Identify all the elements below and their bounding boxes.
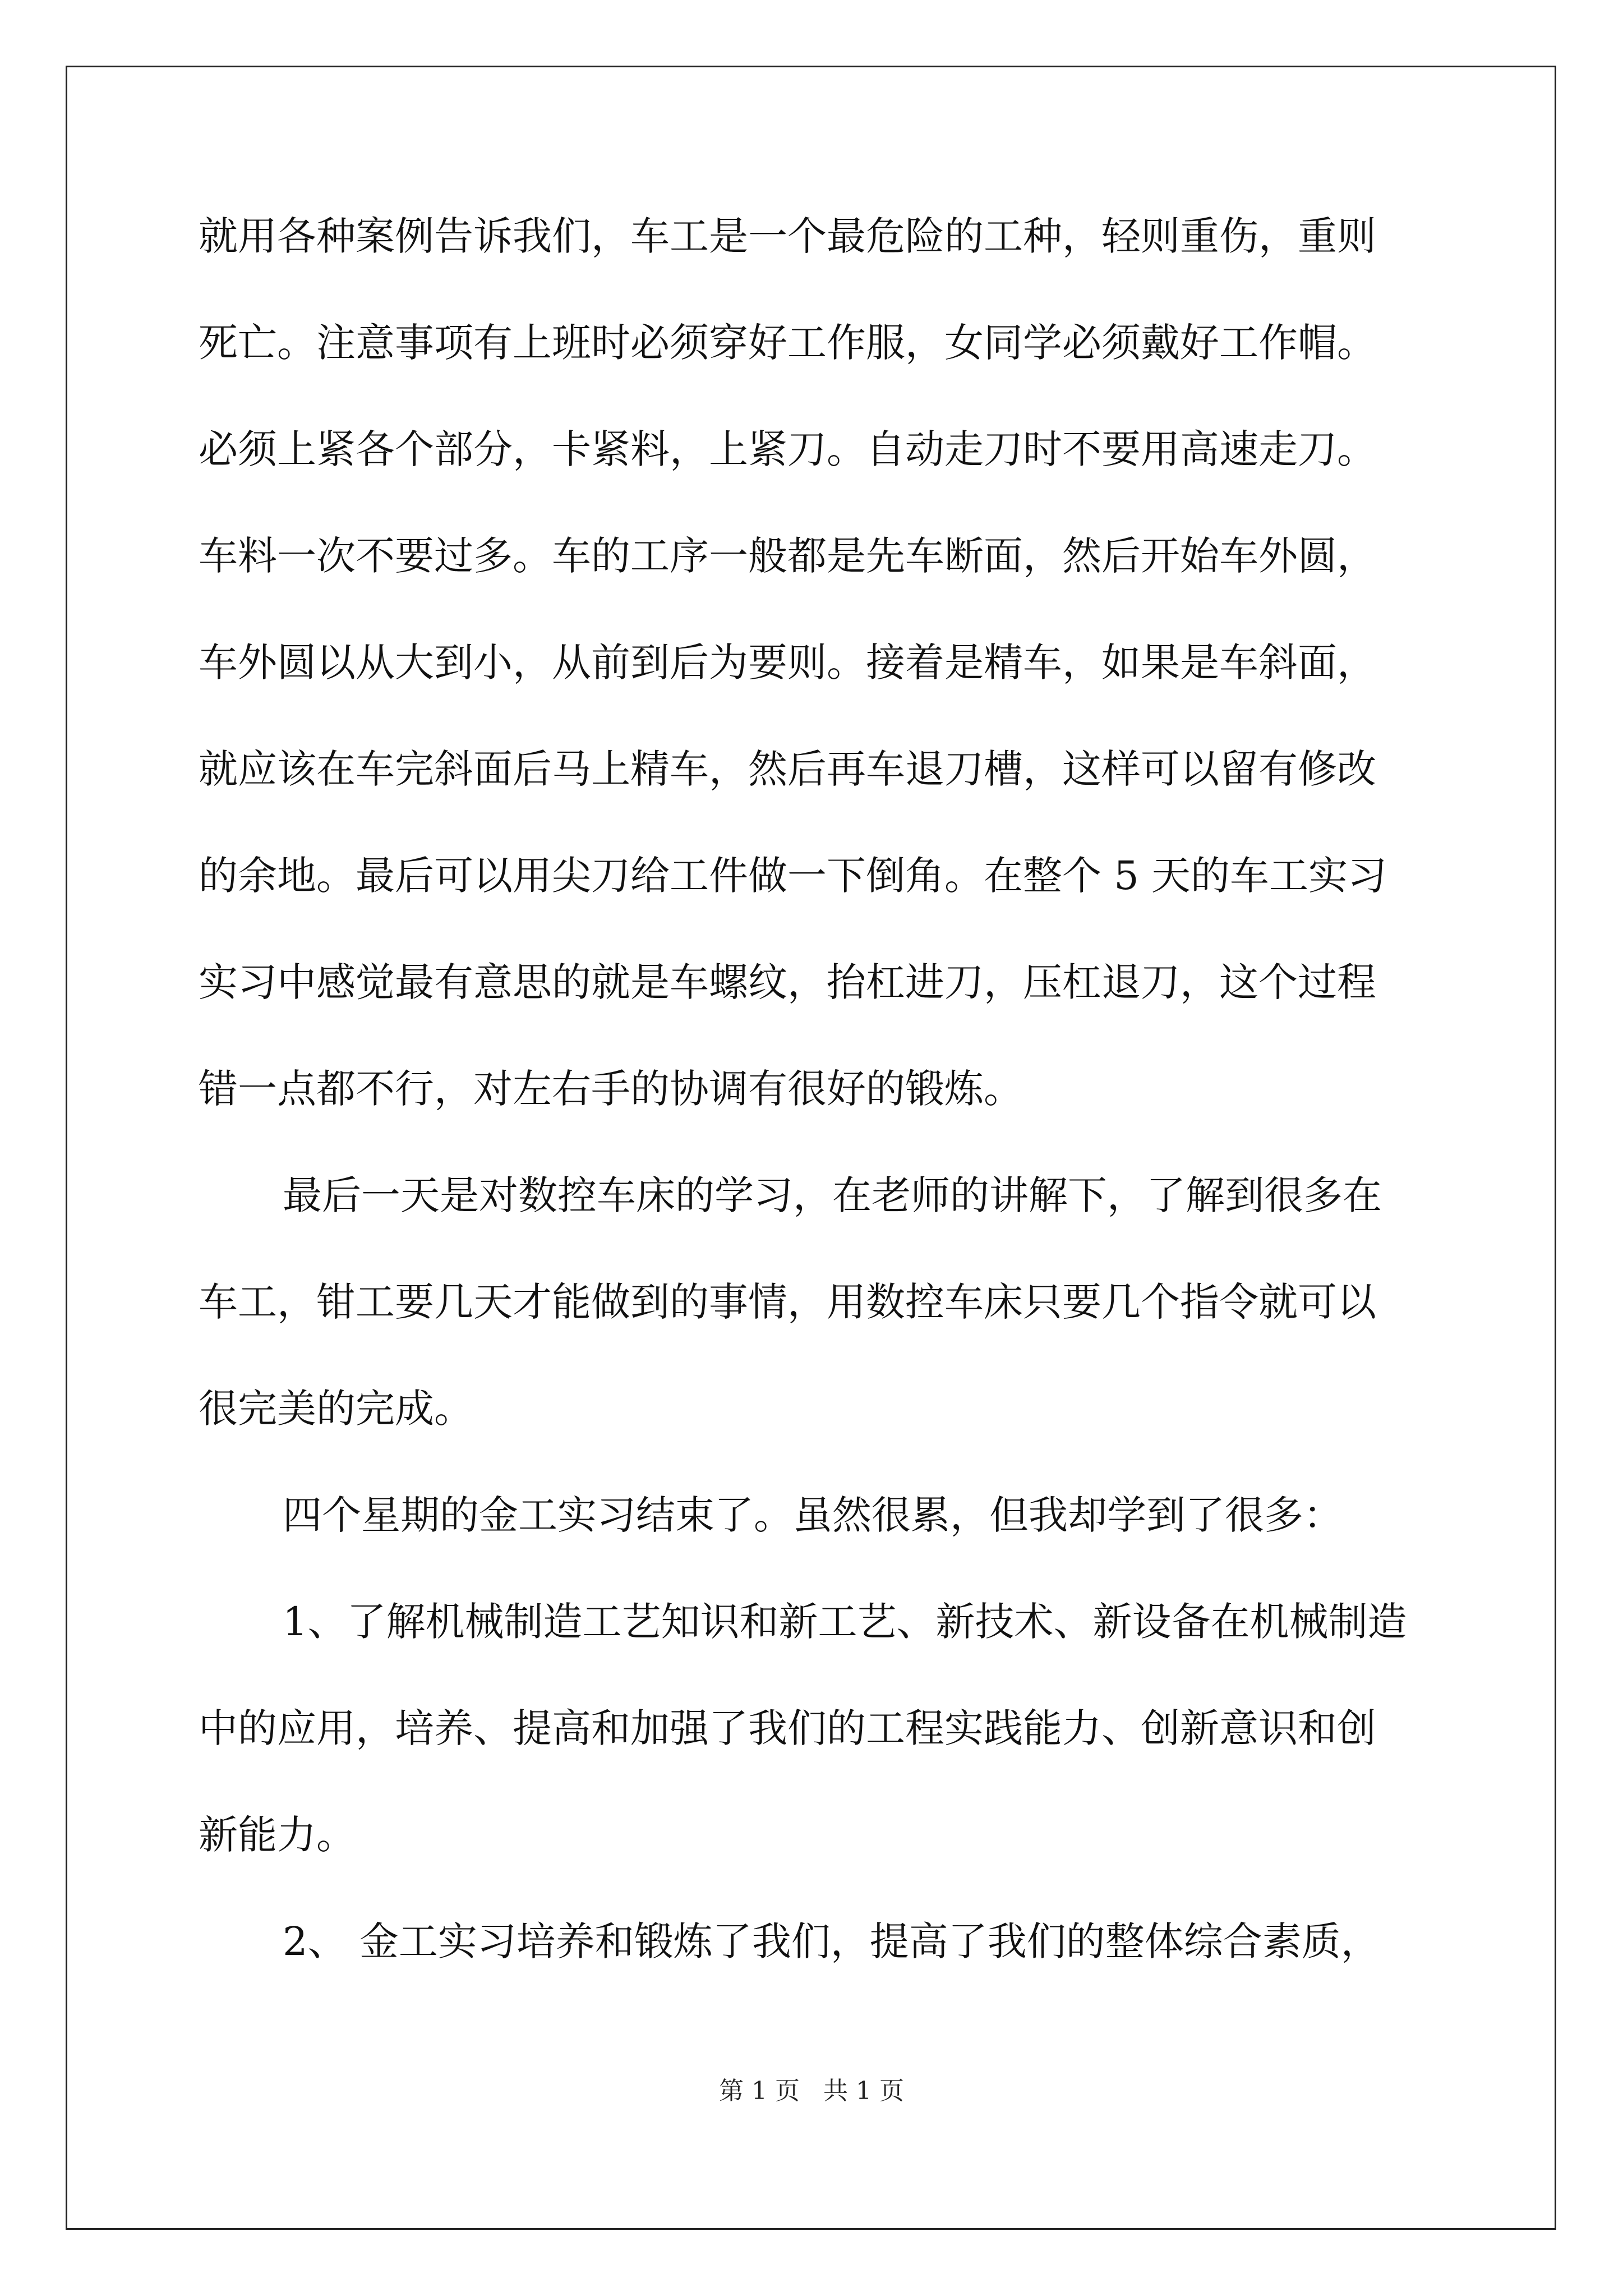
- text-line: 车工，钳工要几天才能做到的事情，用数控车床只要几个指令就可以: [199, 1279, 1376, 1325]
- text-line: 必须上紧各个部分，卡紧料，上紧刀。自动走刀时不要用高速走刀。: [199, 426, 1376, 472]
- text-line: 错一点都不行，对左右手的协调有很好的锻炼。: [199, 1066, 1023, 1112]
- paragraph-first-line: 最后一天是对数控车床的学习，在老师的讲解下，了解到很多在: [283, 1172, 1382, 1218]
- paragraph-first-line: 四个星期的金工实习结束了。虽然很累，但我却学到了很多：: [283, 1492, 1343, 1538]
- text-line: 中的应用，培养、提高和加强了我们的工程实践能力、创新意识和创: [199, 1705, 1376, 1751]
- text-line: 就应该在车完斜面后马上精车，然后再车退刀槽，这样可以留有修改: [199, 746, 1376, 792]
- text-line: 就用各种案例告诉我们，车工是一个最危险的工种，轻则重伤，重则: [199, 213, 1376, 259]
- list-item-first-line: 2、 金工实习培养和锻炼了我们，提高了我们的整体综合素质，: [283, 1918, 1380, 1964]
- text-line: 的余地。最后可以用尖刀给工件做一下倒角。在整个 5 天的车工实习: [199, 853, 1387, 899]
- text-line: 很完美的完成。: [199, 1386, 473, 1432]
- text-line: 车外圆以从大到小，从前到后为要则。接着是精车，如果是车斜面，: [199, 639, 1376, 685]
- text-line: 车料一次不要过多。车的工序一般都是先车断面，然后开始车外圆，: [199, 533, 1376, 579]
- page-border: [66, 66, 1556, 2230]
- text-line: 死亡。注意事项有上班时必须穿好工作服，女同学必须戴好工作帽。: [199, 320, 1376, 366]
- text-line: 新能力。: [199, 1812, 356, 1858]
- list-item-first-line: 1、了解机械制造工艺知识和新工艺、新技术、新设备在机械制造: [283, 1599, 1407, 1645]
- page-footer: 第 1 页 共 1 页: [719, 2077, 904, 2105]
- text-line: 实习中感觉最有意思的就是车螺纹，抬杠进刀，压杠退刀，这个过程: [199, 959, 1376, 1005]
